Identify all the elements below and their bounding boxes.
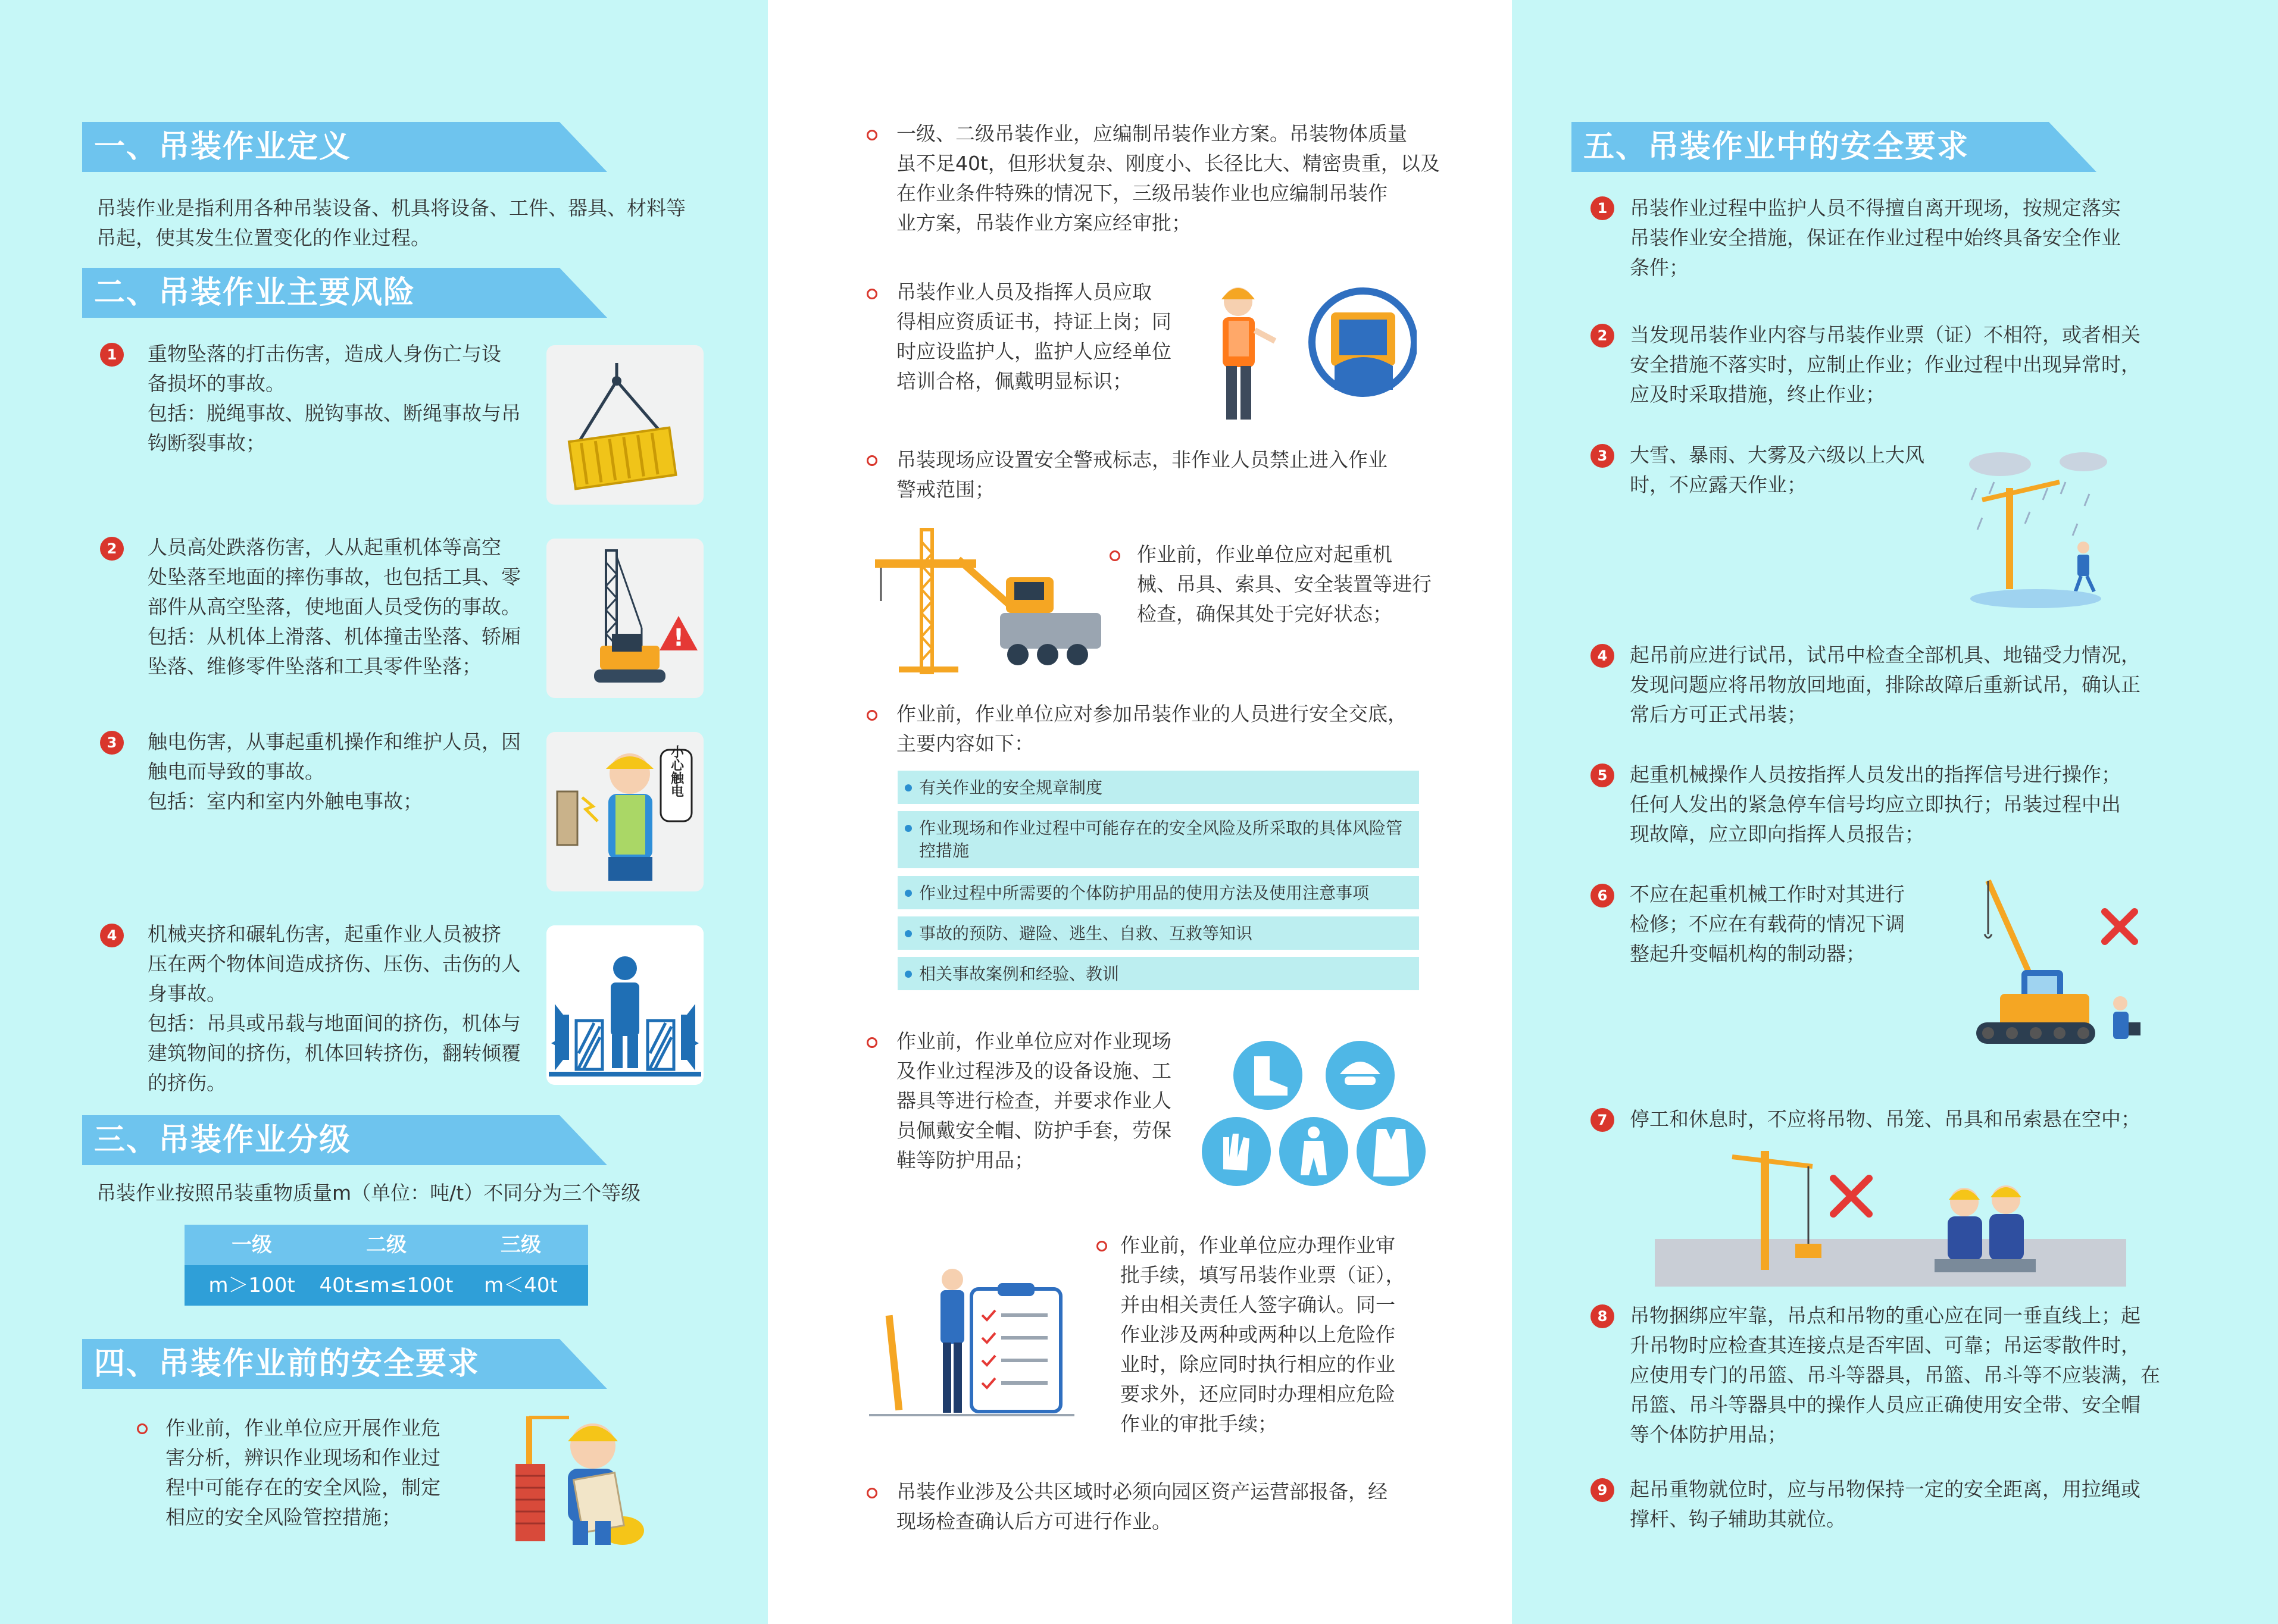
text-line: 吊装作业人员及指挥人员应取 bbox=[896, 280, 1152, 303]
crush-hazard-illustration bbox=[546, 925, 704, 1085]
text-line: 主要内容如下： bbox=[896, 732, 1034, 755]
ppe-icons-illustration bbox=[1199, 1038, 1438, 1193]
text-line: 业方案，吊装作业方案应经审批； bbox=[896, 211, 1191, 234]
text-line: 起重机械操作人员按指挥人员发出的指挥信号进行操作； bbox=[1630, 763, 2121, 786]
section-header-during-work bbox=[1571, 122, 2096, 172]
briefing-text: 有关作业的安全规章制度 bbox=[919, 778, 1103, 797]
briefing-text: 作业过程中所需要的个体防护用品的使用方法及使用注意事项 bbox=[919, 883, 1370, 903]
mid-item-qualification bbox=[896, 277, 1194, 396]
section-title: 一、吊装作业定义 bbox=[94, 129, 352, 165]
storm-weather-illustration bbox=[1958, 440, 2113, 613]
item-number: 2 bbox=[1590, 324, 1614, 348]
text-line: 作业前，作业单位应办理作业审 bbox=[1120, 1234, 1395, 1257]
section-title: 五、吊装作业中的安全要求 bbox=[1583, 129, 1970, 165]
text-line: 吊装作业是指利用各种吊装设备、机具将设备、工件、器具、材料等 bbox=[96, 196, 686, 220]
bullet-ring bbox=[867, 1037, 877, 1048]
item-number: 8 bbox=[1590, 1304, 1614, 1328]
briefing-list-item bbox=[898, 916, 1419, 950]
section-header-pre-work bbox=[82, 1339, 607, 1389]
text-line: 作业涉及两种或两种以上危险作 bbox=[1120, 1323, 1395, 1346]
briefing-text: 事故的预防、避险、逃生、自救、互救等知识 bbox=[919, 924, 1253, 943]
text-line: 起吊重物就位时，应与吊物保持一定的安全距离，用拉绳或 bbox=[1630, 1478, 2140, 1501]
text-line: 应及时采取措施，终止作业； bbox=[1630, 383, 1885, 406]
text-line: 吊物捆绑应牢靠，吊点和吊物的重心应在同一垂直线上；起 bbox=[1630, 1304, 2140, 1327]
text-line: 时，不应露天作业； bbox=[1630, 473, 1807, 496]
text-line: 等个体防护用品； bbox=[1630, 1423, 1787, 1446]
text-line: 警戒范围； bbox=[896, 478, 995, 501]
text-line: 机械夹挤和碾轧伤害，起重作业人员被挤 bbox=[148, 922, 501, 946]
item-number: 4 bbox=[100, 924, 124, 947]
during-item-7 bbox=[1630, 1104, 2213, 1134]
text-line: 虽不足40t，但形状复杂、刚度小、长径比大、精密贵重，以及 bbox=[896, 152, 1440, 175]
prohibited-cross-icon bbox=[1833, 1178, 1869, 1214]
during-item-3 bbox=[1630, 440, 1963, 500]
text-line: 作业前，作业单位应开展作业危 bbox=[165, 1416, 440, 1440]
text-line: 触电而导致的事故。 bbox=[148, 760, 324, 783]
during-item-1 bbox=[1630, 193, 2213, 283]
mid-item-briefing bbox=[896, 699, 1444, 759]
text-line: 部件从高空坠落，使地面人员受伤的事故。 bbox=[148, 595, 521, 618]
text-line: 包括：脱绳事故、脱钩事故、断绳事故与吊 bbox=[148, 402, 521, 425]
text-line: 整起升变幅机构的制动器； bbox=[1630, 942, 1865, 965]
item-number: 1 bbox=[1590, 196, 1614, 220]
text-line: 作业前，作业单位应对作业现场 bbox=[896, 1030, 1171, 1053]
text-line: 员佩戴安全帽、防护手套，劳保 bbox=[896, 1119, 1171, 1142]
text-line: 现场检查确认后方可进行作业。 bbox=[896, 1510, 1171, 1533]
item-number: 5 bbox=[1590, 764, 1614, 787]
text-line: 包括：从机体上滑落、机体撞击坠落、轿厢 bbox=[148, 625, 521, 648]
item-number: 6 bbox=[1590, 884, 1614, 908]
definition-text bbox=[96, 193, 698, 253]
bullet-ring bbox=[867, 130, 877, 140]
text-line: 械、吊具、索具、安全装置等进行 bbox=[1137, 572, 1432, 596]
text-line: 重物坠落的打击伤害，造成人身伤亡与设 bbox=[148, 342, 501, 365]
grade-header: 三级 bbox=[501, 1233, 541, 1257]
supervisor-and-certificate-illustration bbox=[1196, 271, 1417, 425]
during-item-4 bbox=[1630, 640, 2213, 730]
text-line: 吊起，使其发生位置变化的作业过程。 bbox=[96, 226, 430, 249]
mid-item-approval bbox=[1120, 1231, 1418, 1439]
briefing-list-item bbox=[898, 811, 1419, 868]
text-line: 时应设监护人，监护人应经单位 bbox=[896, 340, 1171, 363]
falling-container-illustration bbox=[546, 345, 704, 505]
risk-item-4 bbox=[148, 919, 540, 1098]
text-line: 任何人发出的紧急停车信号均应立即执行；吊装过程中出 bbox=[1630, 793, 2121, 816]
grade-value: m＞100t bbox=[208, 1273, 295, 1297]
gloves-icon bbox=[1223, 1134, 1249, 1171]
during-item-2 bbox=[1630, 320, 2213, 409]
briefing-list-item bbox=[898, 957, 1419, 990]
during-item-5 bbox=[1630, 760, 2213, 849]
checklist-illustration bbox=[869, 1268, 1074, 1422]
text-line: 培训合格，佩戴明显标识； bbox=[896, 370, 1132, 393]
text-line: 吊装作业安全措施，保证在作业过程中始终具备安全作业 bbox=[1630, 226, 2121, 249]
mid-item-warning-zone bbox=[896, 445, 1444, 505]
text-line: 业时，除应同时执行相应的作业 bbox=[1120, 1353, 1395, 1376]
risk-item-2 bbox=[148, 533, 540, 681]
text-line: 吊装作业过程中监护人员不得擅自离开现场，按规定落实 bbox=[1630, 196, 2121, 220]
bullet-ring bbox=[1110, 550, 1120, 561]
text-line: 作业前，作业单位应对参加吊装作业的人员进行安全交底， bbox=[896, 702, 1407, 725]
text-line: 当发现吊装作业内容与吊装作业票（证）不相符，或者相关 bbox=[1630, 323, 2140, 346]
text-line: 不应在起重机械工作时对其进行 bbox=[1630, 883, 1905, 906]
grade-header: 二级 bbox=[366, 1233, 407, 1257]
cranes-illustration bbox=[869, 518, 1107, 678]
text-line: 吊装作业涉及公共区域时必须向园区资产运营部报备，经 bbox=[896, 1480, 1388, 1503]
text-line: 害分析，辨识作业现场和作业过 bbox=[165, 1446, 440, 1469]
briefing-text: 相关事故案例和经验、教训 bbox=[919, 964, 1120, 984]
during-item-9 bbox=[1630, 1475, 2213, 1534]
text-line: 大雪、暴雨、大雾及六级以上大风 bbox=[1630, 443, 1924, 467]
text-line: 人员高处跌落伤害，人从起重机体等高空 bbox=[148, 536, 501, 559]
text-line: 并由相关责任人签字确认。同一 bbox=[1120, 1293, 1395, 1316]
text-line: 要求外，还应同时办理相应危险 bbox=[1120, 1382, 1395, 1406]
electric-shock-illustration bbox=[546, 732, 704, 891]
item-number: 3 bbox=[1590, 444, 1614, 468]
section-header-classification bbox=[82, 1115, 607, 1165]
mid-item-ppe bbox=[896, 1027, 1194, 1175]
text-line: 及作业过程涉及的设备设施、工 bbox=[896, 1059, 1171, 1082]
text-line: 批手续，填写吊装作业票（证）， bbox=[1120, 1263, 1405, 1287]
mid-item-plan bbox=[896, 119, 1444, 238]
text-line: 检查，确保其处于完好状态； bbox=[1137, 602, 1392, 625]
grade-table bbox=[185, 1225, 588, 1306]
text-line: 相应的安全风险管控措施； bbox=[165, 1506, 401, 1529]
text-line: 条件； bbox=[1630, 256, 1689, 279]
text-line: 作业的审批手续； bbox=[1120, 1412, 1277, 1435]
during-item-8 bbox=[1630, 1301, 2213, 1450]
grade-value-row bbox=[185, 1265, 588, 1306]
section-title: 三、吊装作业分级 bbox=[94, 1122, 352, 1158]
mid-item-equipment-check bbox=[1137, 540, 1435, 629]
text-line: 检修；不应在有载荷的情况下调 bbox=[1630, 912, 1905, 935]
bullet-ring bbox=[867, 710, 877, 721]
risk-item-1 bbox=[148, 339, 540, 458]
section-header-definition bbox=[82, 122, 607, 172]
classification-text: 吊装作业按照吊装重物质量m（单位：吨/t）不同分为三个等级 bbox=[96, 1181, 641, 1204]
grade-value: 40t≤m≤100t bbox=[319, 1273, 454, 1297]
mid-item-public-area bbox=[896, 1477, 1444, 1537]
text-line: 的挤伤。 bbox=[148, 1071, 226, 1094]
text-line: 鞋等防护用品； bbox=[896, 1149, 1034, 1172]
text-line: 程中可能存在的安全风险，制定 bbox=[165, 1476, 440, 1499]
text-line: 备损坏的事故。 bbox=[148, 372, 285, 395]
text-line: 身事故。 bbox=[148, 982, 226, 1005]
text-line: 升吊物时应检查其连接点是否牢固、可靠；吊运零散件时， bbox=[1630, 1334, 2140, 1357]
suspended-load-rest-illustration bbox=[1655, 1143, 2131, 1291]
text-line: 建筑物间的挤伤，机体回转挤伤，翻转倾覆 bbox=[148, 1041, 521, 1065]
text-line: 在作业条件特殊的情况下，三级吊装作业也应编制吊装作 bbox=[896, 182, 1388, 205]
item-number: 4 bbox=[1590, 644, 1614, 668]
shock-warning-sign: 小心触电 bbox=[668, 745, 684, 797]
text-line: 吊篮、吊斗等器具中的操作人员应正确使用安全带、安全帽 bbox=[1630, 1393, 2140, 1416]
svg-text:!: ! bbox=[673, 624, 685, 652]
text-line: 吊装现场应设置安全警戒标志，非作业人员禁止进入作业 bbox=[896, 448, 1388, 471]
text-line: 包括：室内和室内外触电事故； bbox=[148, 790, 423, 813]
text-line: 压在两个物体间造成挤伤、压伤、击伤的人 bbox=[148, 952, 521, 975]
text-line: 现故障，应立即向指挥人员报告； bbox=[1630, 822, 1924, 846]
text-line: 作业前，作业单位应对起重机 bbox=[1137, 543, 1392, 566]
text-line: 停工和休息时，不应将吊物、吊笼、吊具和吊索悬在空中； bbox=[1630, 1107, 2140, 1131]
text-line: 常后方可正式吊装； bbox=[1630, 703, 1807, 726]
section-title: 四、吊装作业前的安全要求 bbox=[94, 1346, 480, 1382]
section-header-risks bbox=[82, 268, 607, 318]
grade-header: 一级 bbox=[232, 1233, 272, 1257]
item-number: 2 bbox=[100, 537, 124, 561]
text-line: 起吊前应进行试吊，试吊中检查全部机具、地锚受力情况， bbox=[1630, 643, 2140, 667]
worker-with-bricks-illustration bbox=[504, 1404, 652, 1553]
harness-icon bbox=[1308, 1127, 1320, 1138]
text-line: 一级、二级吊装作业，应编制吊装作业方案。吊装物体质量 bbox=[896, 122, 1407, 145]
tower-crane-warning-illustration bbox=[546, 539, 704, 698]
text-line: 包括：吊具或吊载与地面间的挤伤，机体与 bbox=[148, 1012, 521, 1035]
grade-header-row bbox=[185, 1225, 588, 1265]
text-line: 应使用专门的吊篮、吊斗等器具，吊篮、吊斗等不应装满，在 bbox=[1630, 1363, 2160, 1387]
bullet-ring bbox=[867, 289, 877, 299]
bullet-ring bbox=[867, 455, 877, 466]
text-line: 器具等进行检查，并要求作业人 bbox=[896, 1089, 1171, 1112]
text-line: 撑杆、钩子辅助其就位。 bbox=[1630, 1507, 1846, 1531]
risk-item-3 bbox=[148, 727, 540, 816]
section-title: 二、吊装作业主要风险 bbox=[94, 275, 416, 311]
item-number: 1 bbox=[100, 343, 124, 367]
bullet-ring bbox=[1096, 1241, 1107, 1251]
bullet-ring bbox=[137, 1423, 148, 1434]
text-line: 发现问题应将吊物放回地面，排除故障后重新试吊，确认正 bbox=[1630, 673, 2140, 696]
briefing-text: 作业现场和作业过程中可能存在的安全风险及所采取的具体风险管控措施 bbox=[919, 818, 1403, 860]
text-line: 钩断裂事故； bbox=[148, 431, 265, 455]
text-line: 安全措施不落实时，应制止作业；作业过程中出现异常时， bbox=[1630, 353, 2140, 376]
briefing-list-item bbox=[898, 771, 1419, 804]
text-line: 坠落、维修零件坠落和工具零件坠落； bbox=[148, 655, 482, 678]
item-number: 9 bbox=[1590, 1478, 1614, 1502]
during-item-6 bbox=[1630, 880, 1963, 969]
crane-maintenance-prohibited-illustration bbox=[1964, 875, 2161, 1071]
item-number: 3 bbox=[100, 731, 124, 755]
briefing-list-item bbox=[898, 876, 1419, 909]
grade-value: m＜40t bbox=[484, 1273, 558, 1297]
pre-work-item-1 bbox=[165, 1413, 475, 1532]
bullet-ring bbox=[867, 1488, 877, 1498]
text-line: 得相应资质证书，持证上岗；同 bbox=[896, 310, 1171, 333]
text-line: 处坠落至地面的摔伤事故，也包括工具、零 bbox=[148, 565, 521, 589]
item-number: 7 bbox=[1590, 1108, 1614, 1132]
prohibited-cross-icon bbox=[2105, 912, 2135, 941]
text-line: 触电伤害，从事起重机操作和维护人员，因 bbox=[148, 730, 521, 753]
